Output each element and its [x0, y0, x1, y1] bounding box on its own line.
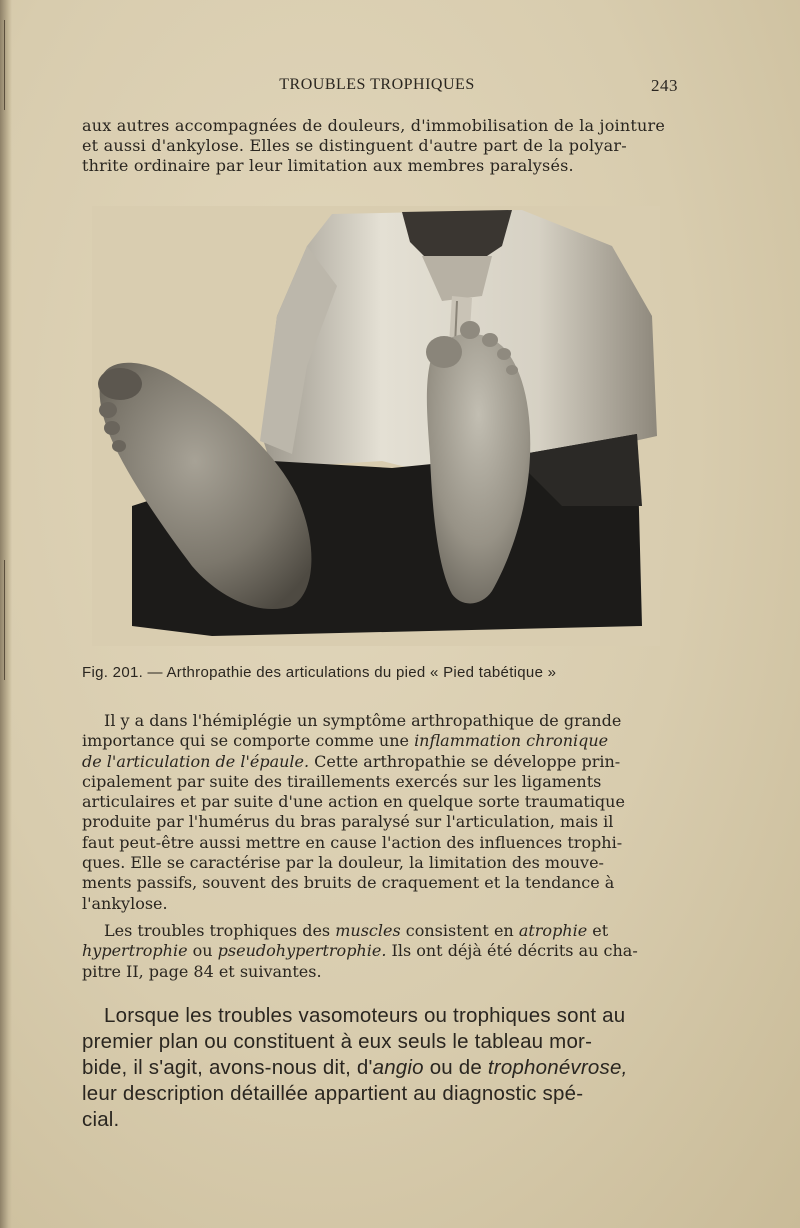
italic-term: inflammation chronique — [414, 731, 609, 751]
text-line: cipalement par suite des tiraillements exercés sur les ligaments — [82, 771, 602, 791]
text-line: cial. — [82, 1108, 120, 1131]
italic-term: muscles — [335, 921, 401, 940]
text-line: Lorsque les troubles vasomoteurs ou trophiques sont au — [104, 1004, 626, 1027]
binding-line — [4, 560, 5, 680]
paragraph-2 — [82, 711, 674, 914]
text-line: Il y a dans l'hémiplégie un symptôme arthropathique de grande — [104, 711, 622, 730]
text-line: premier plan ou constituent à eux seuls le tableau mor- — [82, 1030, 593, 1053]
text-line: aux autres accompagnées de douleurs, d'immobilisation de la jointure — [82, 116, 666, 135]
text-line: de l'articulation de l'épaule. Cette arthropathie se développe prin- — [82, 751, 621, 771]
text-line: ments passifs, souvent des bruits de craquement et la tendance à — [82, 873, 615, 893]
text-line: importance qui se comporte comme une inflammation chronique — [82, 731, 609, 751]
italic-term: angio — [372, 1056, 424, 1079]
italic-term: atrophie — [518, 921, 588, 940]
text-line: ques. Elle se caractérise par la douleur, la limitation des mouve- — [82, 853, 604, 873]
page-header — [82, 76, 678, 98]
text-line: hypertrophie ou pseudohypertrophie. Ils ont déjà été décrits au cha- — [82, 941, 638, 961]
text-line: thrite ordinaire par leur limitation aux membres paralysés. — [82, 156, 574, 175]
paragraph-1 — [82, 116, 674, 176]
text-line: pitre II, page 84 et suivantes. — [82, 961, 322, 981]
italic-term: pseudohypertrophie. — [217, 941, 387, 961]
italic-term: trophonévrose, — [487, 1056, 628, 1079]
text-line: bide, il s'agit, avons-nous dit, d'angio ou de trophonévrose, — [82, 1056, 628, 1079]
figure-photograph — [92, 206, 660, 646]
text-line: et aussi d'ankylose. Elles se distinguent d'autre part de la polyar- — [82, 136, 627, 155]
page-number: 243 — [651, 76, 678, 95]
text-line: faut peut-être aussi mettre en cause l'action des influences trophi- — [82, 832, 623, 852]
running-title: TROUBLES TROPHIQUES — [279, 76, 475, 93]
italic-term: de l'articulation de l'épaule. — [82, 751, 310, 771]
text-line: l'ankylose. — [82, 893, 168, 913]
page-binding-edge — [0, 0, 12, 1228]
text-line: leur description détaillée appartient au diagnostic spé- — [82, 1082, 584, 1105]
italic-term: hypertrophie — [82, 941, 188, 961]
paragraph-4 — [82, 1003, 674, 1133]
text-line: articulaires et par suite d'une action en quelque sorte traumatique — [82, 792, 625, 812]
figure-caption: Fig. 201. — Arthropathie des articulations du pied « Pied tabétique » — [82, 664, 557, 681]
binding-line — [4, 20, 5, 110]
text-line: Les troubles trophiques des muscles consistent en atrophie et — [104, 921, 609, 940]
text-line: produite par l'humérus du bras paralysé sur l'articulation, mais il — [82, 812, 614, 832]
paragraph-3 — [82, 921, 674, 982]
